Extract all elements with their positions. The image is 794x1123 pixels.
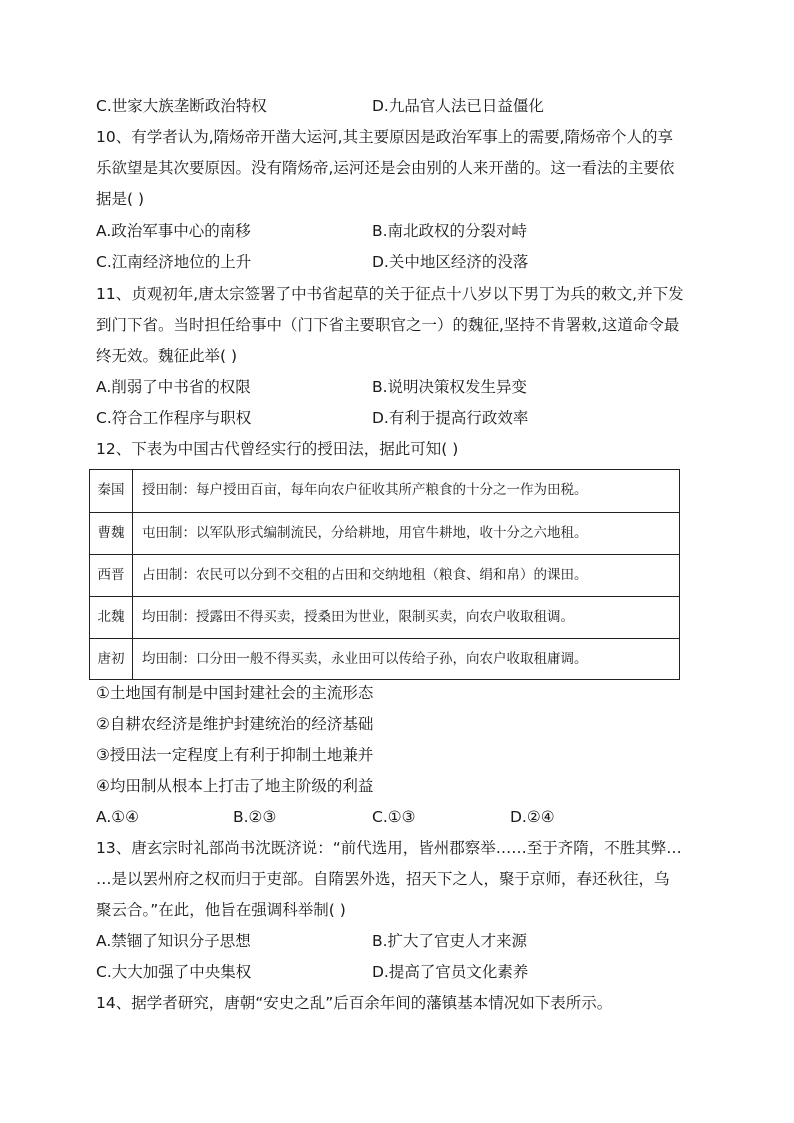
table-row	[90, 470, 679, 512]
q9-option-d: D.九品官人法已日益僵化	[372, 97, 544, 115]
q12-option-a: A.①④	[96, 808, 140, 826]
q13-option-c: C.大大加强了中央集权	[96, 963, 252, 981]
table-desc-cell: 占田制：农民可以分到不交租的占田和交纳地租（粮食、绢和帛）的课田。	[142, 567, 588, 583]
table-desc-cell: 屯田制：以军队形式编制流民，分给耕地，用官牛耕地，收十分之六地租。	[142, 525, 588, 541]
q12-option-b: B.②③	[233, 808, 277, 826]
q11-stem-line-1: 11、贞观初年,唐太宗签署了中书省起草的关于征点十八岁以下男丁为兵的敕文,并下发	[96, 285, 684, 303]
q10-option-b: B.南北政权的分裂对峙	[372, 222, 528, 240]
q11-stem-line-2: 到门下省。当时担任给事中（门下省主要职官之一）的魏征,坚持不肯署敕,这道命令最	[96, 316, 680, 334]
q12-statement-3: ③授田法一定程度上有利于抑制土地兼并	[96, 746, 374, 764]
q10-stem-line-3: 据是( )	[96, 190, 145, 208]
table-era-cell: 曹魏	[90, 513, 133, 554]
q10-stem-line-2: 乐欲望是其次要原因。没有隋炀帝,运河还是会由别的人来开凿的。这一看法的主要依	[96, 159, 675, 177]
q12-stem: 12、下表为中国古代曾经实行的授田法，据此可知( )	[96, 440, 459, 458]
table-era-cell: 西晋	[90, 555, 133, 596]
table-desc-cell: 授田制：每户授田百亩，每年向农户征收其所产粮食的十分之一作为田税。	[142, 482, 588, 498]
q13-option-d: D.提高了官员文化素养	[372, 963, 529, 981]
q11-option-d: D.有利于提高行政效率	[372, 409, 529, 427]
q10-option-d: D.关中地区经济的没落	[372, 253, 529, 271]
q9-option-c: C.世家大族垄断政治特权	[96, 97, 267, 115]
q12-option-c: C.①③	[372, 808, 416, 826]
q12-statement-1: ①土地国有制是中国封建社会的主流形态	[96, 684, 374, 702]
q10-option-c: C.江南经济地位的上升	[96, 253, 252, 271]
q12-statement-2: ②自耕农经济是维护封建统治的经济基础	[96, 715, 374, 733]
q12-statement-4: ④均田制从根本上打击了地主阶级的利益	[96, 777, 374, 795]
table-row	[90, 638, 679, 680]
q13-stem-line-1: 13、唐玄宗时礼部尚书沈既济说：“前代选用，皆州郡察举……至于齐隋，不胜其弊…	[96, 839, 682, 857]
q11-option-a: A.削弱了中书省的权限	[96, 378, 251, 396]
table-desc-cell: 均田制：授露田不得买卖，授桑田为世业，限制买卖，向农户收取租调。	[142, 609, 574, 625]
table-era-cell: 秦国	[90, 470, 133, 512]
q11-option-c: C.符合工作程序与职权	[96, 409, 252, 427]
q12-option-d: D.②④	[510, 808, 555, 826]
q10-stem-line-1: 10、有学者认为,隋炀帝开凿大运河,其主要原因是政治军事上的需要,隋炀帝个人的享	[96, 128, 674, 146]
land-system-table	[89, 469, 680, 680]
table-row	[90, 596, 679, 638]
q13-stem-line-2: …是以罢州府之权而归于吏部。自隋罢外选，招天下之人，聚于京师，春还秋往，乌	[96, 870, 670, 888]
table-era-cell: 唐初	[90, 639, 133, 680]
q13-option-b: B.扩大了官吏人才来源	[372, 932, 528, 950]
q11-stem-line-3: 终无效。魏征此举( )	[96, 347, 238, 365]
table-era-cell: 北魏	[90, 597, 133, 638]
q13-option-a: A.禁锢了知识分子思想	[96, 932, 251, 950]
table-row	[90, 554, 679, 596]
q11-option-b: B.说明决策权发生异变	[372, 378, 528, 396]
table-desc-cell: 均田制：口分田一般不得买卖，永业田可以传给子孙，向农户收取租庸调。	[142, 651, 588, 667]
q13-stem-line-3: 聚云合。”在此，他旨在强调科举制( )	[96, 901, 346, 919]
q10-option-a: A.政治军事中心的南移	[96, 222, 251, 240]
table-row	[90, 512, 679, 554]
q14-stem: 14、据学者研究，唐朝“安史之乱”后百余年间的藩镇基本情况如下表所示。	[96, 994, 613, 1012]
